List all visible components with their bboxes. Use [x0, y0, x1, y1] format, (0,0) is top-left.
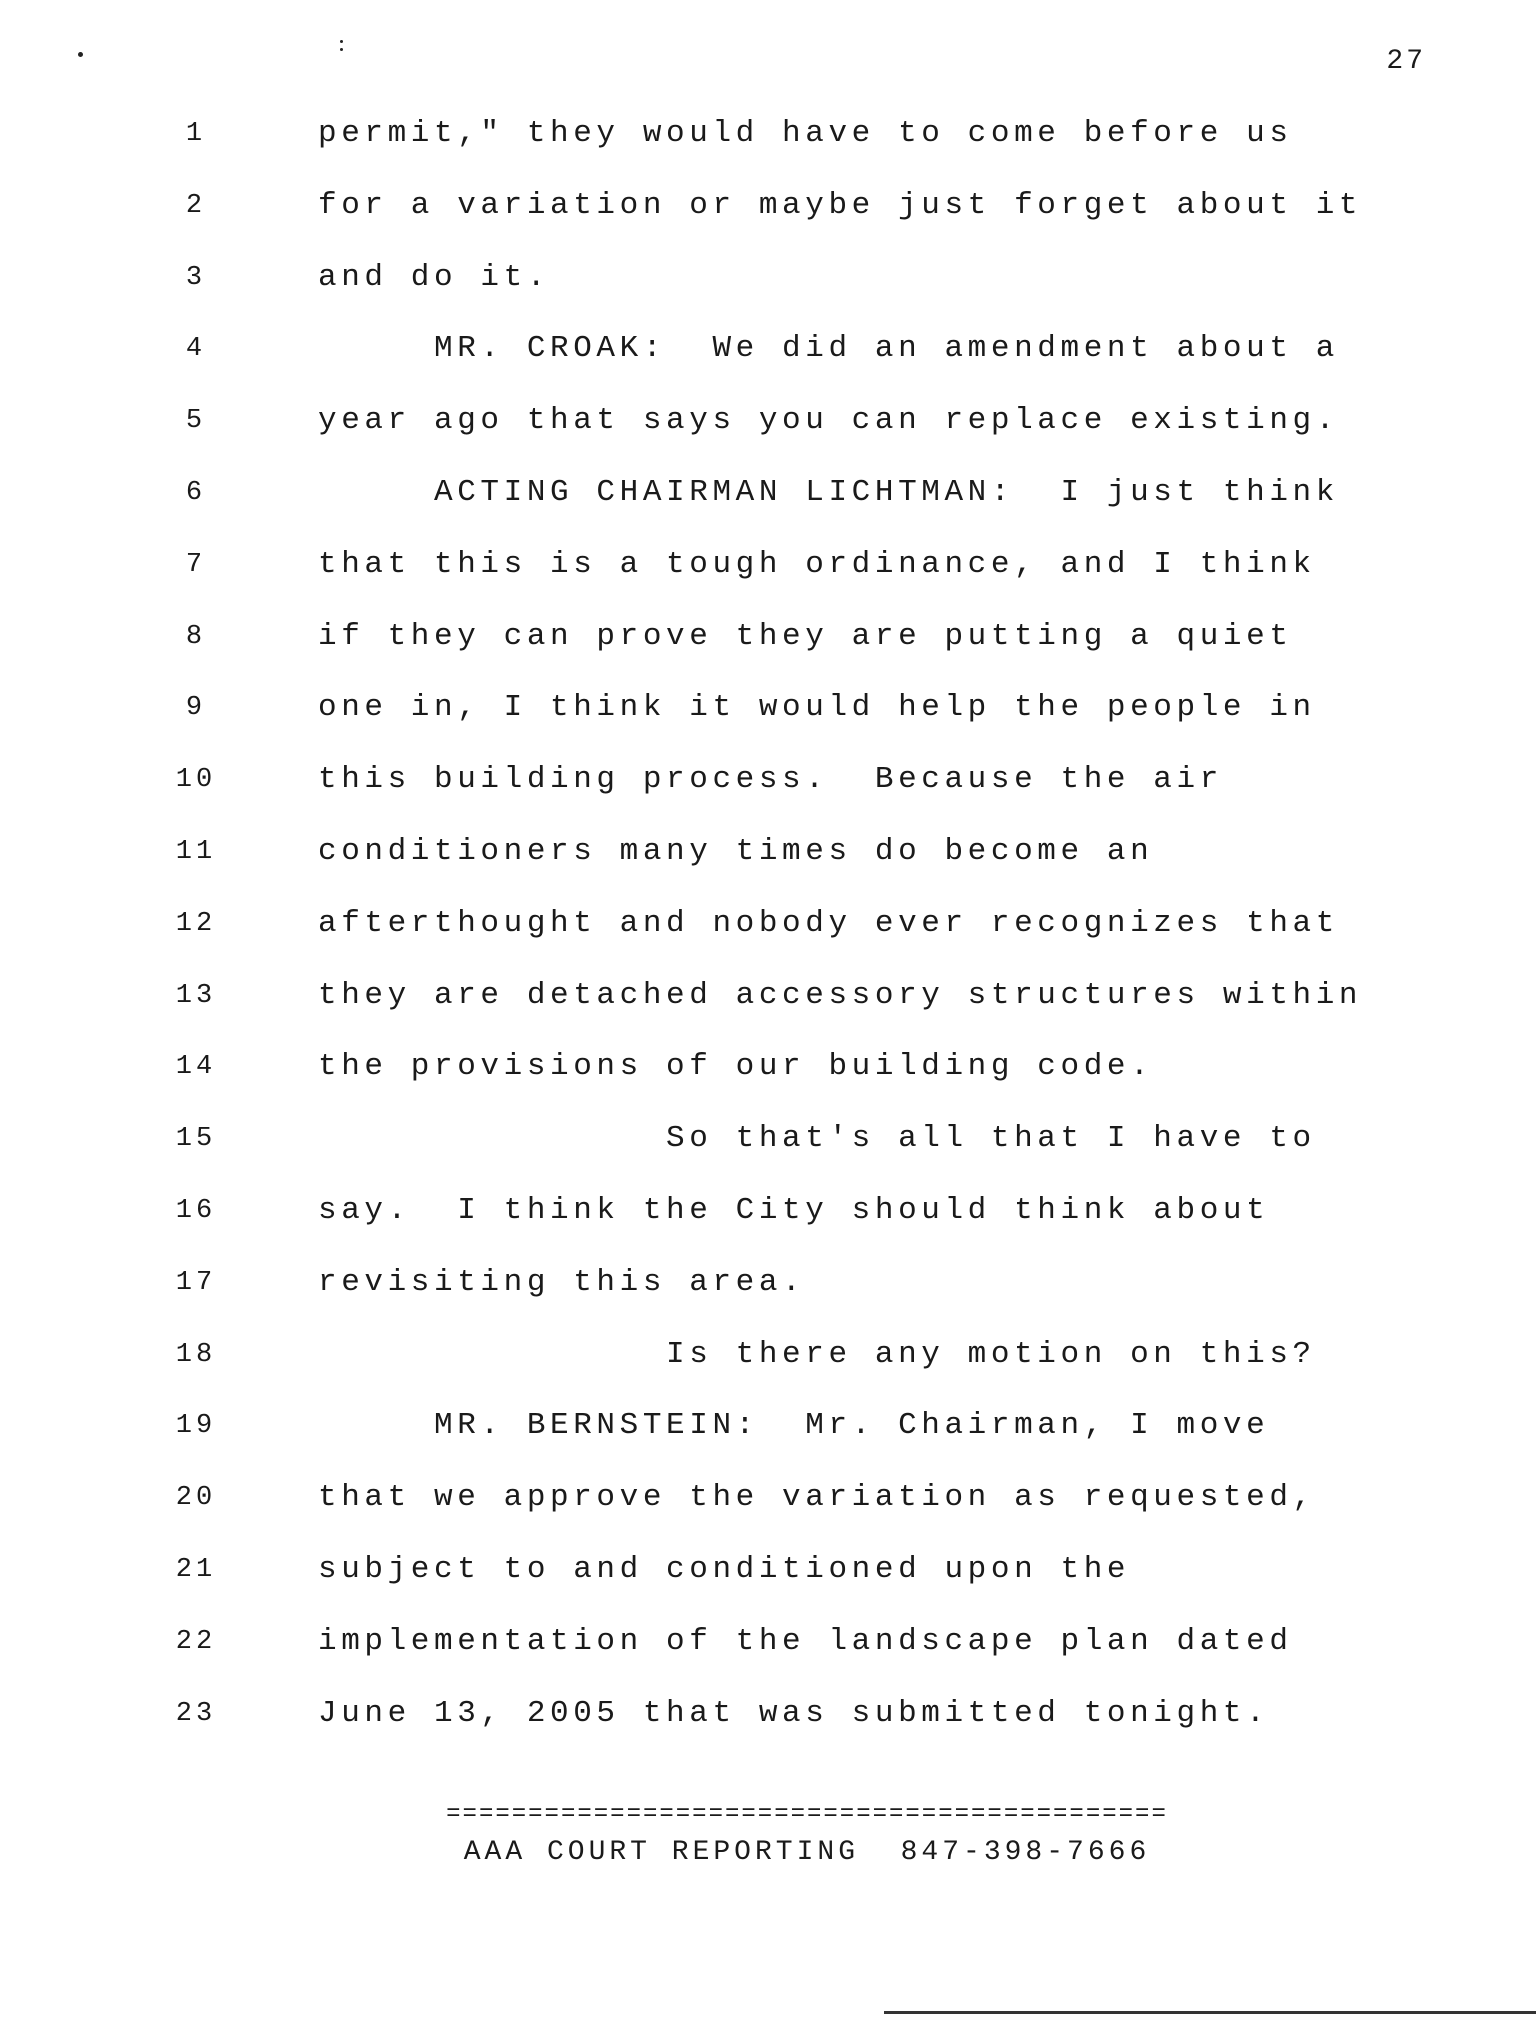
transcript-line	[0, 1263, 1536, 1335]
transcript-line	[0, 1622, 1536, 1694]
line-number: 5	[185, 406, 207, 437]
line-number: 3	[185, 262, 207, 293]
scan-speck	[340, 40, 343, 43]
transcript-line	[0, 1335, 1536, 1407]
line-number: 6	[185, 477, 207, 508]
transcript-line	[0, 617, 1536, 689]
transcript-line	[0, 258, 1536, 330]
line-text: if they can prove they are putting a quiet	[318, 618, 1293, 654]
footer	[272, 1803, 1342, 1868]
line-number: 11	[175, 836, 217, 867]
line-text: the provisions of our building code.	[318, 1049, 1154, 1085]
bottom-edge-rule	[884, 2011, 1536, 2014]
line-number: 8	[185, 621, 207, 652]
line-number: 21	[175, 1554, 217, 1585]
line-text: subject to and conditioned upon the	[318, 1551, 1131, 1587]
line-number: 19	[175, 1411, 217, 1442]
line-text: one in, I think it would help the people in	[318, 690, 1316, 726]
line-number: 17	[175, 1267, 217, 1298]
transcript-line	[0, 473, 1536, 545]
transcript-line	[0, 904, 1536, 976]
line-number: 7	[185, 549, 207, 580]
page-number: 27	[1386, 46, 1426, 77]
line-number: 23	[175, 1698, 217, 1729]
line-text: afterthought and nobody ever recognizes that	[318, 905, 1339, 941]
line-text: say. I think the City should think about	[318, 1192, 1270, 1228]
transcript-line	[0, 1550, 1536, 1622]
line-text: conditioners many times do become an	[318, 833, 1154, 869]
transcript-line	[0, 114, 1536, 186]
line-text: that we approve the variation as requested,	[318, 1480, 1316, 1516]
transcript-line	[0, 401, 1536, 473]
line-text: So that's all that I have to	[318, 1121, 1316, 1157]
line-number: 20	[175, 1483, 217, 1514]
transcript-line	[0, 1119, 1536, 1191]
line-text: ACTING CHAIRMAN LICHTMAN: I just think	[318, 474, 1339, 510]
line-number: 10	[175, 765, 217, 796]
line-text: for a variation or maybe just forget about it	[318, 187, 1363, 223]
line-number: 2	[185, 190, 207, 221]
transcript-line	[0, 1478, 1536, 1550]
line-number: 16	[175, 1195, 217, 1226]
transcript-line	[0, 832, 1536, 904]
transcript-line	[0, 1191, 1536, 1263]
line-number: 4	[185, 334, 207, 365]
line-number: 22	[175, 1626, 217, 1657]
scan-speck	[340, 48, 343, 51]
transcript-line	[0, 688, 1536, 760]
line-text: MR. BERNSTEIN: Mr. Chairman, I move	[318, 1408, 1270, 1444]
footer-rule: ============================================	[446, 1803, 1168, 1827]
line-number: 1	[185, 119, 207, 149]
line-text: that this is a tough ordinance, and I think	[318, 546, 1316, 582]
transcript-line	[0, 186, 1536, 258]
transcript-line	[0, 329, 1536, 401]
line-text: MR. CROAK: We did an amendment about a	[318, 331, 1339, 367]
line-text: year ago that says you can replace existing.	[318, 403, 1339, 439]
transcript-body	[0, 114, 1536, 1765]
line-number: 18	[175, 1339, 217, 1370]
line-number: 14	[175, 1052, 217, 1083]
line-number: 15	[175, 1124, 217, 1155]
footer-reporter-text: AAA COURT REPORTING 847-398-7666	[463, 1837, 1151, 1868]
line-number: 13	[175, 980, 217, 1011]
line-text: and do it.	[318, 259, 551, 295]
transcript-line	[0, 1406, 1536, 1478]
line-text: this building process. Because the air	[318, 762, 1223, 798]
line-text: implementation of the landscape plan dated	[318, 1623, 1293, 1659]
transcript-line	[0, 976, 1536, 1048]
transcript-line	[0, 1694, 1536, 1766]
scan-speck	[78, 52, 83, 57]
line-number: 12	[175, 908, 217, 939]
transcript-line	[0, 760, 1536, 832]
line-text: they are detached accessory structures within	[318, 977, 1363, 1013]
line-text: June 13, 2005 that was submitted tonight.	[318, 1695, 1270, 1731]
transcript-line	[0, 1047, 1536, 1119]
line-number: 9	[185, 693, 207, 724]
line-text: permit," they would have to come before us	[318, 116, 1293, 151]
line-text: revisiting this area.	[318, 1264, 806, 1300]
transcript-line	[0, 545, 1536, 617]
line-text: Is there any motion on this?	[318, 1336, 1316, 1372]
